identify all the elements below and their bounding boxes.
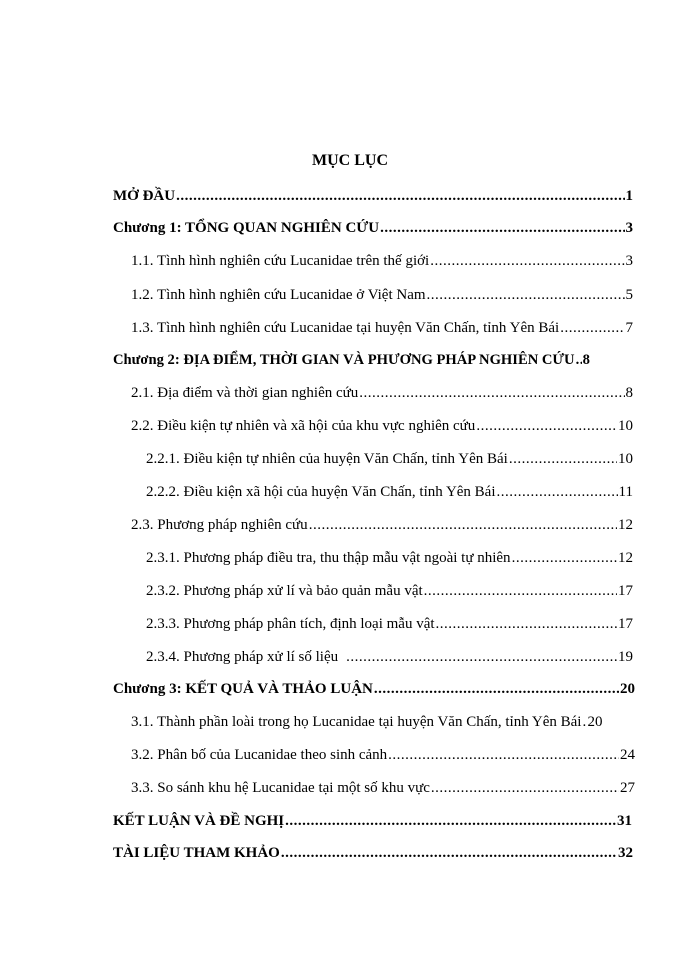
toc-entry-label: 1.1. Tình hình nghiên cứu Lucanidae trên thế giới xyxy=(131,253,430,269)
toc-entry-page: 1 xyxy=(625,188,633,204)
toc-entry-page: 17 xyxy=(618,616,633,632)
toc-entry-2-3-2[interactable] xyxy=(146,578,633,600)
toc-leader-dots xyxy=(380,219,624,237)
toc-entry-page: 24 xyxy=(620,747,635,763)
toc-entry-label: 2.2. Điều kiện tự nhiên và xã hội của khu vực nghiên cứu xyxy=(131,418,476,434)
toc-entry-page: 32 xyxy=(618,845,633,861)
toc-entry-page: 10 xyxy=(618,418,633,434)
toc-entry-label: 2.3. Phương pháp nghiên cứu xyxy=(131,517,308,533)
toc-entry-label: 2.3.1. Phương pháp điều tra, thu thập mẫu vật ngoài tự nhiên xyxy=(146,550,511,566)
toc-leader-dots xyxy=(497,483,618,501)
toc-entry-page: 31 xyxy=(617,813,632,829)
toc-entry-label: Chương 3: KẾT QUẢ VÀ THẢO LUẬN xyxy=(113,681,373,697)
toc-entry-page: 19 xyxy=(618,649,633,665)
toc-entry-label: 2.2.2. Điều kiện xã hội của huyện Văn Chấn, tỉnh Yên Bái xyxy=(146,484,496,500)
toc-entry-label: Chương 1: TỔNG QUAN NGHIÊN CỨU xyxy=(113,220,380,236)
toc-leader-dots xyxy=(476,417,617,435)
toc-leader-dots xyxy=(285,812,616,830)
toc-leader-dots xyxy=(359,384,624,402)
toc-leader-dots xyxy=(430,252,624,270)
toc-entry-label: 2.3.2. Phương pháp xử lí và bảo quản mẫu vật xyxy=(146,583,423,599)
toc-leader-dots xyxy=(176,187,624,205)
toc-leader-dots xyxy=(346,648,617,666)
page-title: MỤC LỤC xyxy=(312,152,388,169)
toc-entry-label: 3.3. So sánh khu hệ Lucanidae tại một số khu vực xyxy=(131,780,430,796)
toc-entry-label: MỞ ĐẦU xyxy=(113,188,176,204)
toc-entry-label: 2.3.3. Phương pháp phân tích, định loại mẫu vật xyxy=(146,616,435,632)
toc-entry-1-2[interactable] xyxy=(131,282,633,304)
toc-leader-dots xyxy=(281,844,617,862)
toc-entry-mo-dau[interactable] xyxy=(113,183,633,205)
toc-entry-page: 3 xyxy=(625,253,633,269)
toc-entry-2-3-4[interactable] xyxy=(146,644,633,666)
toc-entry-page: 20 xyxy=(620,681,635,697)
toc-leader-dots xyxy=(436,615,617,633)
toc-entry-1-1[interactable] xyxy=(131,248,633,270)
toc-entry-page: 20 xyxy=(587,714,603,730)
toc-entry-page: 8 xyxy=(582,352,590,368)
toc-entry-2-3[interactable] xyxy=(131,512,633,534)
toc-leader-dots xyxy=(309,516,617,534)
toc-entry-2-2-2[interactable] xyxy=(146,479,633,501)
toc-leader-dots xyxy=(512,549,617,567)
toc-entry-chuong-1[interactable] xyxy=(113,215,633,237)
toc-entry-label: KẾT LUẬN VÀ ĐỀ NGHỊ xyxy=(113,813,285,829)
toc-entry-page: 8 xyxy=(625,385,633,401)
toc-leader-dots xyxy=(576,351,582,369)
toc-entry-label: 3.1. Thành phần loài trong họ Lucanidae tại huyện Văn Chấn, tỉnh Yên Bái xyxy=(131,714,582,730)
toc-leader-dots xyxy=(509,450,617,468)
toc-entry-page: 3 xyxy=(625,220,633,236)
toc-entry-page: 12 xyxy=(618,550,633,566)
toc-entry-ket-luan[interactable] xyxy=(113,808,632,830)
toc-entry-chuong-3[interactable] xyxy=(113,676,635,698)
toc-entry-2-2-1[interactable] xyxy=(146,446,633,468)
toc-entry-chuong-2[interactable] xyxy=(113,347,639,369)
toc-entry-1-3[interactable] xyxy=(131,315,633,337)
toc-entry-label: 1.3. Tình hình nghiên cứu Lucanidae tại huyện Văn Chấn, tỉnh Yên Bái xyxy=(131,320,560,336)
toc-leader-dots xyxy=(427,286,625,304)
toc-leader-dots xyxy=(424,582,617,600)
toc-entry-label: TÀI LIỆU THAM KHẢO xyxy=(113,845,280,861)
toc-entry-3-1[interactable] xyxy=(131,709,635,731)
toc-entry-3-3[interactable] xyxy=(131,775,635,797)
toc-entry-2-3-1[interactable] xyxy=(146,545,633,567)
toc-entry-label: 3.2. Phân bố của Lucanidae theo sinh cảnh xyxy=(131,747,388,763)
toc-entry-page: 7 xyxy=(625,320,633,336)
toc-leader-dots xyxy=(560,319,624,337)
toc-entry-2-1[interactable] xyxy=(131,380,633,402)
toc-entry-page: 10 xyxy=(618,451,633,467)
toc-leader-dots xyxy=(582,713,586,731)
toc-entry-page: 11 xyxy=(618,484,633,500)
toc-entry-2-2[interactable] xyxy=(131,413,633,435)
toc-leader-dots xyxy=(431,779,619,797)
toc-entry-label: Chương 2: ĐỊA ĐIỂM, THỜI GIAN VÀ PHƯƠNG PHÁP NGHIÊN CỨU xyxy=(113,352,575,368)
toc-entry-page: 5 xyxy=(625,287,633,303)
toc-entry-page: 12 xyxy=(618,517,633,533)
toc-entry-3-2[interactable] xyxy=(131,742,635,764)
toc-entry-page: 17 xyxy=(618,583,633,599)
toc-leader-dots xyxy=(388,746,619,764)
toc-entry-label: 2.2.1. Điều kiện tự nhiên của huyện Văn Chấn, tỉnh Yên Bái xyxy=(146,451,508,467)
toc-entry-label: 1.2. Tình hình nghiên cứu Lucanidae ở Việt Nam xyxy=(131,287,426,303)
toc-entry-page: 27 xyxy=(620,780,635,796)
toc-entry-2-3-3[interactable] xyxy=(146,611,633,633)
toc-entry-tai-lieu[interactable] xyxy=(113,840,633,862)
toc-leader-dots xyxy=(374,680,619,698)
toc-entry-label: 2.3.4. Phương pháp xử lí số liệu xyxy=(146,649,339,665)
toc-entry-label: 2.1. Địa điểm và thời gian nghiên cứu xyxy=(131,385,359,401)
